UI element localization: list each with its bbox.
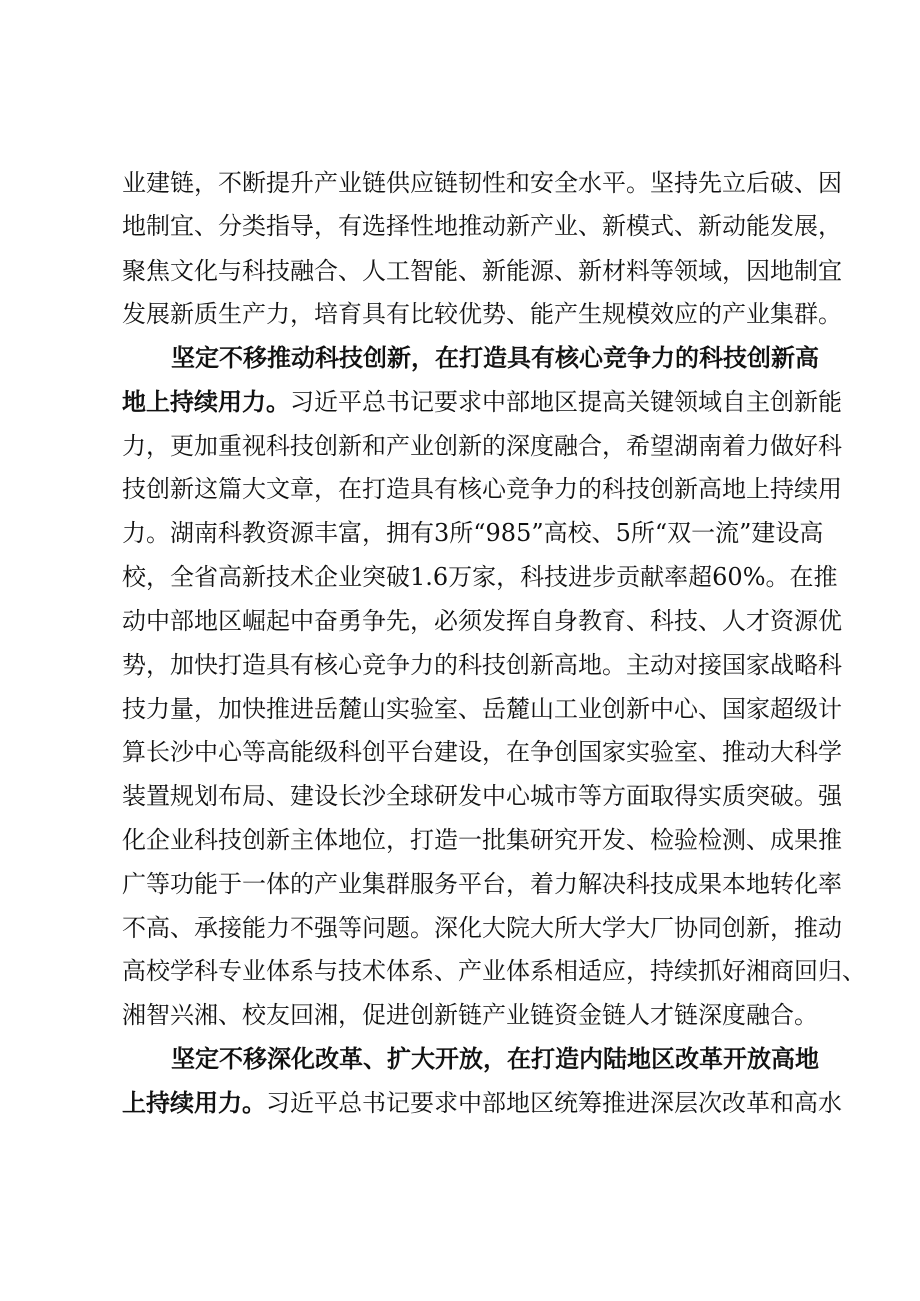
text-line: 高校学科专业体系与技术体系、产业体系相适应，持续抓好湘商回归、 xyxy=(122,957,866,985)
text-line: 技创新这篇大文章，在打造具有核心竞争力的科技创新高地上持续用 xyxy=(122,475,842,503)
text-line: 势，加快打造具有核心竞争力的科技创新高地。主动对接国家战略科 xyxy=(122,651,842,679)
text-line: 聚焦文化与科技融合、人工智能、新能源、新材料等领域，因地制宜 xyxy=(122,257,842,285)
text-line: 动中部地区崛起中奋勇争先，必须发挥自身教育、科技、人才资源优 xyxy=(122,607,842,635)
text-line xyxy=(122,382,842,422)
text-line: 装置规划布局、建设长沙全球研发中心城市等方面取得实质突破。强 xyxy=(122,782,842,810)
paragraph-heading: 坚定不移推动科技创新，在打造具有核心竞争力的科技创新高 xyxy=(171,343,819,372)
text-line: 不高、承接能力不强等问题。深化大院大所大学大厂协同创新，推动 xyxy=(122,914,842,942)
text-line: 广等功能于一体的产业集群服务平台，着力解决科技成果本地转化率 xyxy=(122,870,842,898)
text-line-rest: 习近平总书记要求中部地区提高关键领域自主创新能 xyxy=(290,388,842,416)
text-line: 力，更加重视科技创新和产业创新的深度融合，希望湖南着力做好科 xyxy=(122,432,842,460)
text-line: 业建链，不断提升产业链供应链韧性和安全水平。坚持先立后破、因 xyxy=(122,169,842,197)
text-line: 化企业科技创新主体地位，打造一批集研究开发、检验检测、成果推 xyxy=(122,826,842,854)
text-line: 地制宜、分类指导，有选择性地推动新产业、新模式、新动能发展， xyxy=(122,212,842,240)
paragraph-heading: 地上持续用力。 xyxy=(122,387,290,416)
text-line: 算长沙中心等高能级科创平台建设，在争创国家实验室、推动大科学 xyxy=(122,738,842,766)
paragraph-heading: 坚定不移深化改革、扩大开放，在打造内陆地区改革开放高地 xyxy=(171,1044,819,1073)
text-line: 力。湖南科教资源丰富，拥有3所“985”高校、5所“双一流”建设高 xyxy=(122,519,824,547)
text-line xyxy=(122,1083,842,1123)
text-line: 发展新质生产力，培育具有比较优势、能产生规模效应的产业集群。 xyxy=(122,300,842,328)
text-line: 校，全省高新技术企业突破1.6万家，科技进步贡献率超60%。在推 xyxy=(122,563,838,591)
text-line: 湘智兴湘、校友回湘，促进创新链产业链资金链人才链深度融合。 xyxy=(122,1001,818,1029)
text-line: 技力量，加快推进岳麓山实验室、岳麓山工业创新中心、国家超级计 xyxy=(122,695,842,723)
text-line-rest: 习近平总书记要求中部地区统筹推进深层次改革和高水 xyxy=(266,1089,842,1117)
paragraph-heading: 上持续用力。 xyxy=(122,1088,266,1117)
